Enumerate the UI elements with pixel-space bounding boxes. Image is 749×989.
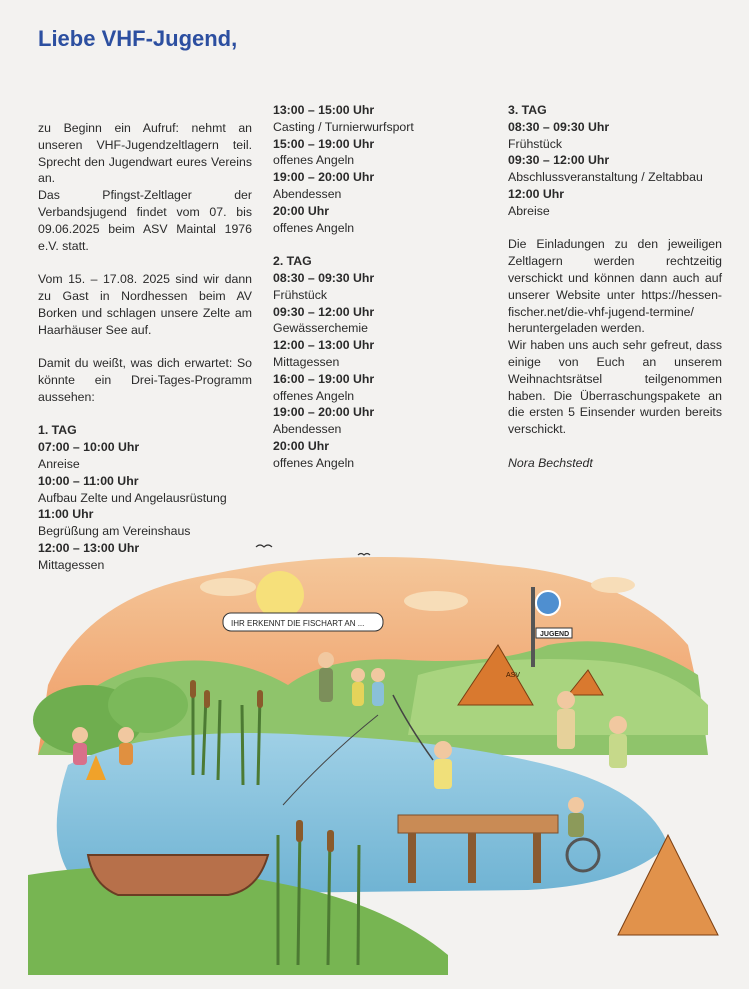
schedule-activity: offenes Angeln <box>273 455 355 470</box>
schedule-time: 12:00 – 13:00 Uhr <box>38 540 140 555</box>
schedule-activity: Abschlussveranstaltung / Zeltabbau <box>508 170 703 185</box>
schedule-activity: Abendessen <box>273 186 342 201</box>
schedule-time: 12:00 Uhr <box>508 186 565 201</box>
column-2 <box>273 102 487 472</box>
sign-pole <box>531 587 535 667</box>
page-title: Liebe VHF-Jugend, <box>38 26 238 51</box>
schedule-activity: Abendessen <box>273 422 342 437</box>
schedule-time: 12:00 – 13:00 Uhr <box>273 338 375 353</box>
schedule-activity: Mittagessen <box>38 557 105 572</box>
bird-icon <box>358 554 370 556</box>
bush <box>108 677 188 733</box>
schedule-day-1-continued <box>273 102 487 236</box>
day-2-heading: 2. TAG <box>273 254 312 269</box>
schedule-time: 09:30 – 12:00 Uhr <box>508 153 610 168</box>
tent-label: ASV <box>506 672 521 679</box>
schedule-time: 16:00 – 19:00 Uhr <box>273 371 375 386</box>
cloud-icon <box>404 591 468 611</box>
schedule-activity: Mittagessen <box>273 354 340 369</box>
schedule-day-3 <box>508 119 722 220</box>
column-1 <box>38 120 252 574</box>
schedule-activity: offenes Angeln <box>273 388 355 403</box>
schedule-activity: Begrüßung am Vereinshaus <box>38 524 191 539</box>
schedule-activity: Anreise <box>38 456 80 471</box>
intro-paragraph: zu Beginn ein Aufruf: nehmt an unseren VHF-Jugendzeltlagern teil. Sprecht den Jugendwart eures Vereins an. <box>38 121 252 186</box>
logo-badge <box>536 591 560 615</box>
schedule-activity: Casting / Turnierwurfsport <box>273 119 414 134</box>
schedule-time: 11:00 Uhr <box>38 507 94 522</box>
schedule-time: 19:00 – 20:00 Uhr <box>273 405 375 420</box>
schedule-activity: Abreise <box>508 203 550 218</box>
schedule-time: 20:00 Uhr <box>273 438 330 453</box>
schedule-time: 15:00 – 19:00 Uhr <box>273 136 375 151</box>
schedule-time: 13:00 – 15:00 Uhr <box>273 103 375 117</box>
jugend-sign-text: JUGEND <box>540 631 570 638</box>
schedule-activity: Gewässerchemie <box>273 321 368 336</box>
invitation-paragraph: Die Einladungen zu den jeweiligen Zeltlagern werden rechtzeitig verschickt und können dann auch auf unserer Website unter https://hessen-fischer.net/die-vhf-jugend-termine/ heruntergeladen werden. <box>508 237 722 336</box>
camp-illustration <box>28 535 720 975</box>
cloud-icon <box>591 577 635 593</box>
schedule-time: 08:30 – 09:30 Uhr <box>508 119 610 134</box>
schedule-time: 19:00 – 20:00 Uhr <box>273 170 375 185</box>
rowboat <box>88 855 268 895</box>
schedule-time: 10:00 – 11:00 Uhr <box>38 473 139 488</box>
borken-paragraph: Vom 15. – 17.08. 2025 sind wir dann zu Gast in Nordhessen beim AV Borken und schlagen unsere Zelte am Haarhäuser See auf. <box>38 272 252 337</box>
quiz-paragraph: Wir haben uns auch sehr gefreut, dass einige von Euch an unserem Weihnachtsrätsel teilgenommen haben. Die Überraschungspakete an die ersten 5 Einsender wurden bereits verschickt. <box>508 338 722 437</box>
schedule-time: 08:30 – 09:30 Uhr <box>273 270 375 285</box>
schedule-time: 07:00 – 10:00 Uhr <box>38 440 140 455</box>
pfingst-paragraph: Das Pfingst-Zeltlager der Verbandsjugend findet vom 07. bis 09.06.2025 beim ASV Maintal 1976 e.V. statt. <box>38 188 252 253</box>
programm-paragraph: Damit du weißt, was dich erwartet: So könnte ein Drei-Tages-Programm aussehen: <box>38 356 252 404</box>
day-1-heading: 1. TAG <box>38 423 77 438</box>
schedule-day-2 <box>273 270 487 472</box>
cloud-icon <box>200 578 256 596</box>
sun-icon <box>256 571 304 619</box>
schedule-activity: Frühstück <box>508 136 562 151</box>
day-3-heading: 3. TAG <box>508 103 547 117</box>
schedule-activity: offenes Angeln <box>273 220 355 235</box>
dock <box>398 815 558 833</box>
schedule-activity: Aufbau Zelte und Angelausrüstung <box>38 490 227 505</box>
schedule-activity: Frühstück <box>273 287 327 302</box>
signature: Nora Bechstedt <box>508 455 593 470</box>
schedule-activity: offenes Angeln <box>273 153 355 168</box>
column-3 <box>508 102 722 472</box>
schedule-time: 20:00 Uhr <box>273 203 330 218</box>
speech-text: IHR ERKENNT DIE FISCHART AN ... <box>231 619 365 628</box>
schedule-time: 09:30 – 12:00 Uhr <box>273 304 375 319</box>
bird-icon <box>256 545 272 547</box>
